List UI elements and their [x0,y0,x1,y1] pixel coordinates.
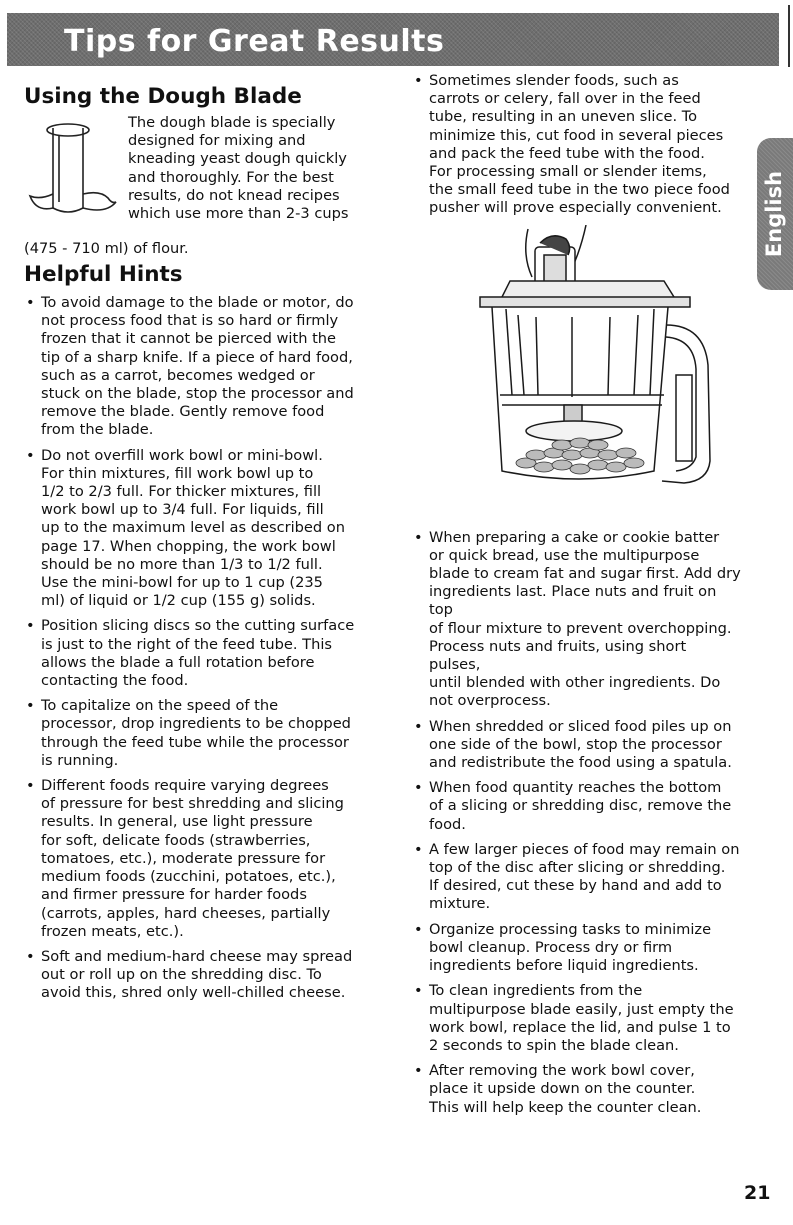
hint-item: • When shredded or sliced food piles up on one side of the bowl, stop the processor and redistribute the food using a spatula. [412,718,742,773]
language-tab [757,138,793,290]
hint-item: • A few larger pieces of food may remain on top of the disc after slicing or shredding. If desired, cut these by hand and add to mixture. [412,841,742,914]
hint-item: • Do not overfill work bowl or mini-bowl. For thin mixtures, fill work bowl up to 1/2 to 2/3 full. For thicker mixtures, fill work bowl up to 3/4 full. For liquids, fill up to the maximum level as described on page 17. When chopping, the work bowl should be no more than 1/3 to 1/2 full. Use the mini-bowl for up to 1 cup (235 ml) of liquid or 1/2 cup (155 g) solids. [24,447,392,611]
dough-blade-section [24,114,392,257]
hint-item: • Organize processing tasks to minimize bowl cleanup. Process dry or firm ingredients before liquid ingredients. [412,921,742,976]
hint-item: • Soft and medium-hard cheese may spread out or roll up on the shredding disc. To avoid this, shred only well-chilled cheese. [24,948,392,1003]
hint-item: • Position slicing discs so the cutting surface is just to the right of the feed tube. This allows the blade a full rotation before contacting the food. [24,617,392,690]
hint-item: • Sometimes slender foods, such as carrots or celery, fall over in the feed tube, resulting in an uneven slice. To minimize this, cut food in several pieces and pack the feed tube with the food. For processing small or slender items, the small feed tube in the two piece food pusher will prove especially convenient. [412,72,742,218]
page-edge-line [788,5,790,67]
hint-item: • To avoid damage to the blade or motor, do not process food that is so hard or firmly frozen that it cannot be pierced with the tip of a sharp knife. If a piece of hard food, such as a carrot, becomes wedged or stuck on the blade, stop the processor and remove the blade. Gently remove food from the blade. [24,294,392,440]
hints-list-right [412,529,742,1117]
page-number: 21 [744,1182,771,1204]
dough-blade-heading: Using the Dough Blade [24,84,302,109]
left-column [24,84,392,1010]
right-column [412,72,742,1124]
hint-item: • When food quantity reaches the bottom of a slicing or shredding disc, remove the food. [412,779,742,834]
language-tab-label: English [762,170,786,258]
page-title: Tips for Great Results [64,24,445,59]
hint-item: • After removing the work bowl cover, place it upside down on the counter. This will help keep the counter clean. [412,1062,742,1117]
title-banner [7,13,779,66]
dough-blade-icon [26,116,118,220]
hints-list-right-top [412,72,742,218]
hint-item: • When preparing a cake or cookie batter or quick bread, use the multipurpose blade to cream fat and sugar first. Add dry ingredients last. Place nuts and fruit on top of flour mixture to prevent overchopping. Process nuts and fruits, using short pulses, until blended with other ingredients. Do not overprocess. [412,529,742,711]
food-processor-illustration [440,225,722,517]
helpful-hints-heading: Helpful Hints [24,262,183,287]
dough-blade-description: The dough blade is specially designed for mixing and kneading yeast dough quickly and thoroughly. For the best results, do not knead recipes which use more than 2-3 cups [128,114,349,223]
dough-blade-flour-amount: (475 - 710 ml) of flour. [24,240,189,257]
hint-item: • To capitalize on the speed of the processor, drop ingredients to be chopped through the feed tube while the processor is running. [24,697,392,770]
hint-item: • Different foods require varying degrees of pressure for best shredding and slicing results. In general, use light pressure for soft, delicate foods (strawberries, tomatoes, etc.), moderate pressure for medium foods (zucchini, potatoes, etc.), and firmer pressure for harder foods (carrots, apples, hard cheeses, partially frozen meats, etc.). [24,777,392,941]
hint-item: • To clean ingredients from the multipurpose blade easily, just empty the work bowl, replace the lid, and pulse 1 to 2 seconds to spin the blade clean. [412,982,742,1055]
hints-list-left [24,294,392,1003]
